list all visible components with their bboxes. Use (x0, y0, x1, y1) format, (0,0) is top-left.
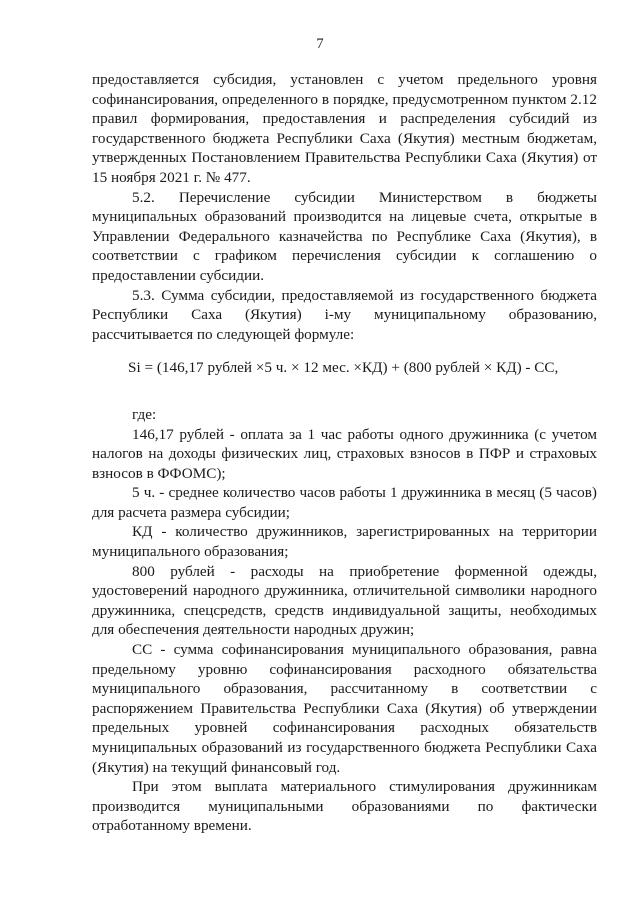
definition-hourly-rate: 146,17 рублей - оплата за 1 час работы одного дружинника (с учетом налогов на доходы физических лиц, страховых взносов в ПФР и страховых взносов в ФФОМС); (92, 425, 597, 482)
paragraph-5-2: 5.2. Перечисление субсидии Министерством в бюджеты муниципальных образований производится на лицевые счета, открытые в Управлении Федерального казначейства по Республике Саха (Якутия), в соответствии с графиком перечисления субсидии к соглашению о предоставлении субсидии. (92, 188, 597, 284)
page-number: 7 (316, 36, 324, 52)
formula-where-label: где: (132, 405, 157, 423)
definition-hours: 5 ч. - среднее количество часов работы 1 дружинника в месяц (5 часов) для расчета размера субсидии; (92, 484, 597, 521)
paragraph-continuation: предоставляется субсидия, установлен с учетом предельного уровня софинансирования, определенного в порядке, предусмотренном пунктом 2.12 правил формирования, предоставления и распределения субсидий из государственного бюджета Республики Саха (Якутия) местным бюджетам, утвержденных Постановлением Правительства Республики Саха (Якутия) от 15 ноября 2021 г. № 477. (92, 71, 597, 186)
paragraph-final: При этом выплата материального стимулирования дружинникам производится муниципальными образованиями по фактически отработанному времени. (92, 778, 597, 835)
definition-800-rubles: 800 рублей - расходы на приобретение форменной одежды, удостоверений народного дружинника, отличительной символики народного дружинника, спецсредств, средств индивидуальной защиты, необходимых для обеспечения деятельности народных дружин; (92, 562, 597, 639)
definition-kd: КД - количество дружинников, зарегистрированных на территории муниципального образования; (92, 523, 597, 561)
paragraph-5-3: 5.3. Сумма субсидии, предоставляемой из государственного бюджета Республики Саха (Якутия) i-му муниципальному образованию, рассчитывается по следующей формуле: (92, 286, 597, 343)
document-body (92, 70, 597, 836)
subsidy-formula: Si = (146,17 рублей ×5 ч. × 12 мес. ×КД) + (800 рублей × КД) - СС, (128, 359, 559, 377)
definition-cc: СС - сумма софинансирования муниципального образования, равна предельному уровню софинансирования расходного обязательства муниципального образования, рассчитанному в соответствии с распоряжением Правительства Республики Саха (Якутия) об утверждении предельных уровней софинансирования расходных обязательств муниципальных образований из государственного бюджета Республики Саха (Якутия) на текущий финансовый год. (92, 641, 597, 776)
